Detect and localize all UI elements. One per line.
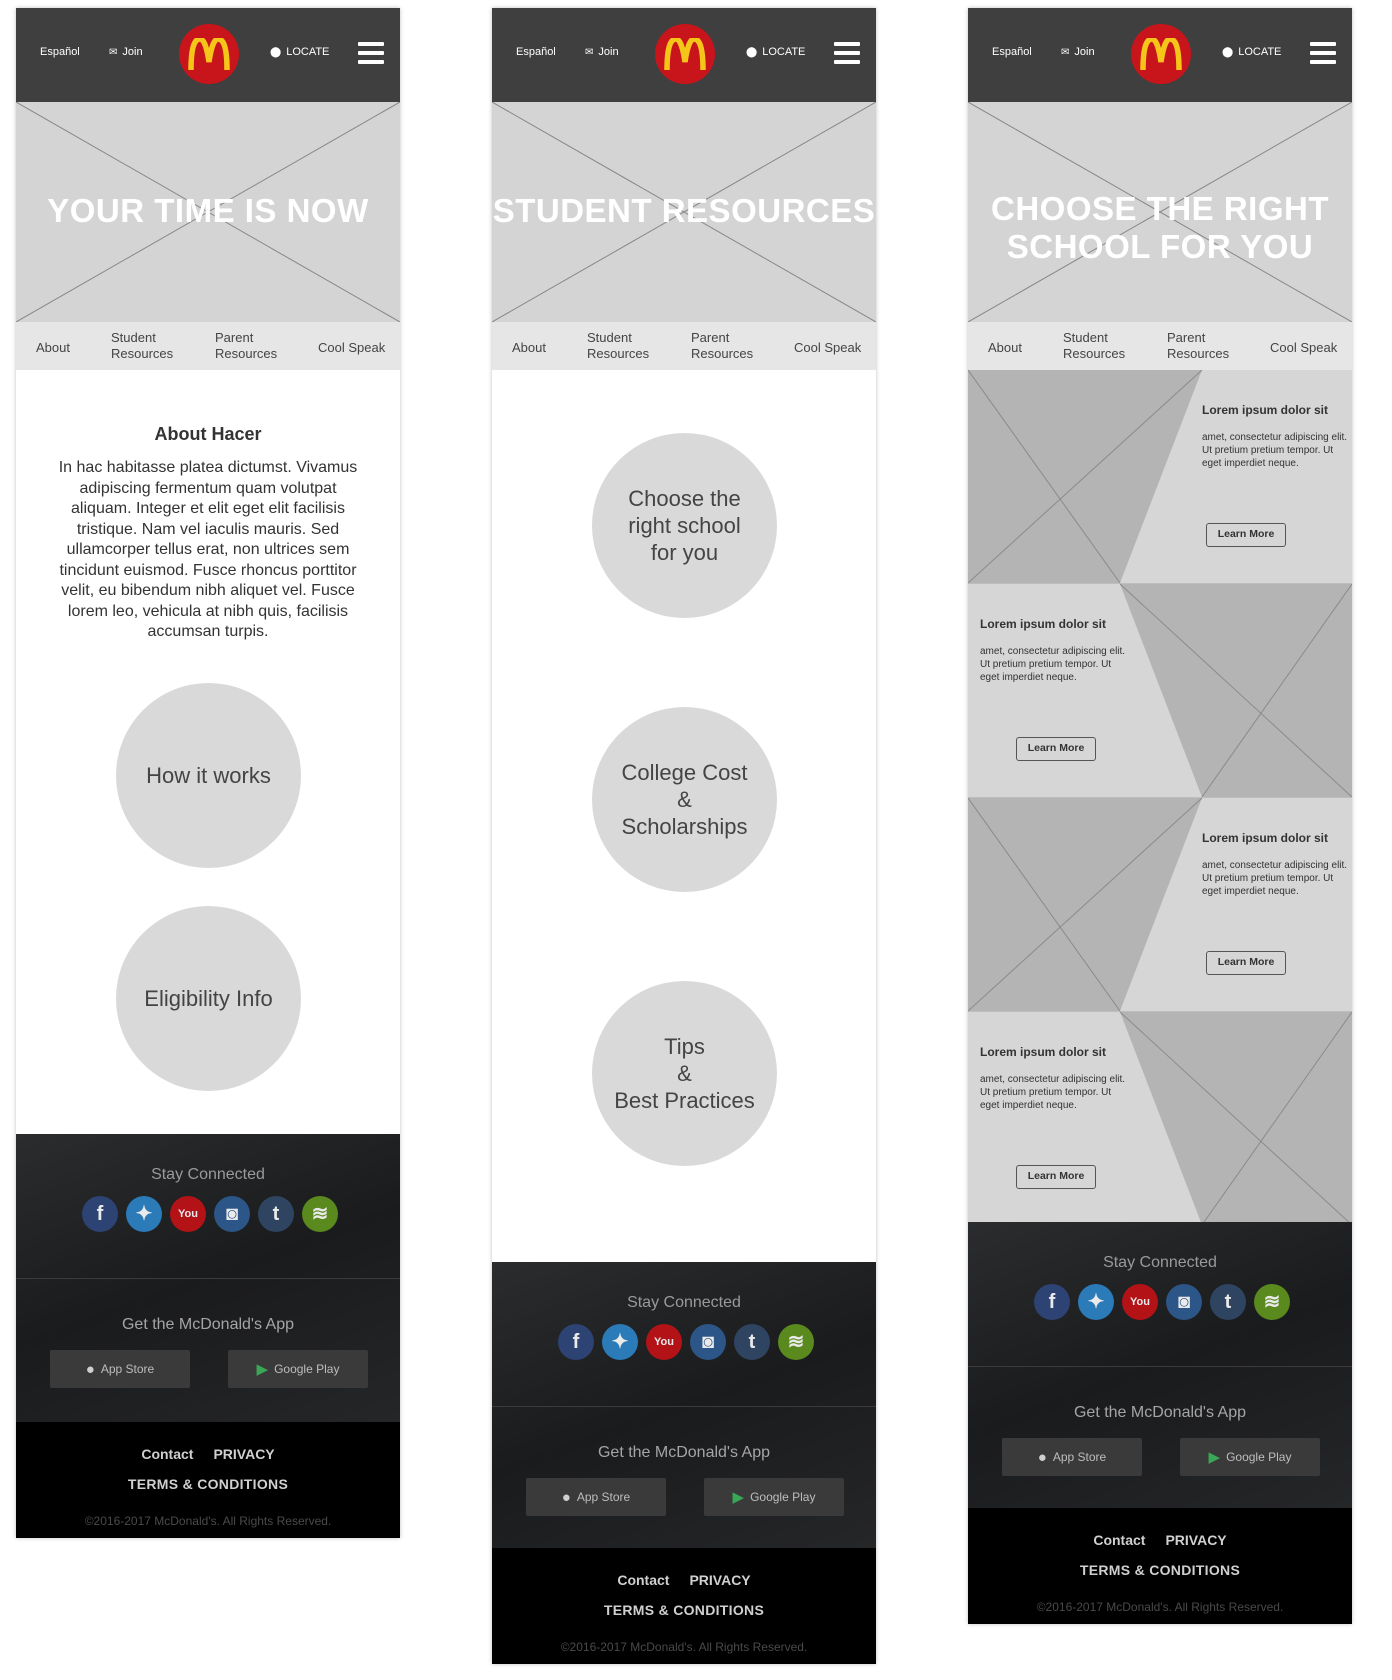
google-play-button[interactable] xyxy=(228,1350,368,1388)
stay-connected-heading: Stay Connected xyxy=(627,1294,741,1311)
site-footer xyxy=(16,1134,400,1538)
terms-link[interactable]: TERMS & CONDITIONS xyxy=(1079,1562,1241,1578)
terms-link[interactable]: TERMS & CONDITIONS xyxy=(603,1602,765,1618)
youtube-icon[interactable]: You xyxy=(646,1324,682,1360)
spotify-icon[interactable]: ≋ xyxy=(1254,1284,1290,1320)
privacy-link[interactable]: PRIVACY xyxy=(1165,1532,1227,1548)
card-row xyxy=(968,370,1352,584)
site-header xyxy=(492,8,876,102)
locate-link[interactable] xyxy=(746,46,805,58)
facebook-icon[interactable]: f xyxy=(558,1324,594,1360)
apple-icon: ● xyxy=(85,1360,95,1378)
about-heading: About Hacer xyxy=(154,424,262,444)
image-placeholder xyxy=(968,370,1352,583)
contact-link[interactable]: Contact xyxy=(1093,1532,1146,1548)
tab-cool-speak[interactable]: Cool Speak xyxy=(1270,340,1338,355)
join-label: Join xyxy=(598,46,619,58)
app-store-button[interactable] xyxy=(50,1350,190,1388)
join-link[interactable] xyxy=(109,46,143,58)
screen-about xyxy=(16,8,400,1538)
tab-cool-speak[interactable]: Cool Speak xyxy=(794,340,862,355)
eligibility-info-button[interactable]: Eligibility Info xyxy=(116,906,301,1091)
footer-connect xyxy=(492,1262,876,1548)
tab-student-resources[interactable]: Student Resources xyxy=(587,330,650,361)
stay-connected-heading: Stay Connected xyxy=(151,1166,265,1183)
app-store-label: App Store xyxy=(576,1490,631,1504)
tumblr-icon[interactable]: t xyxy=(258,1196,294,1232)
google-play-label: Google Play xyxy=(274,1362,340,1376)
learn-more-button[interactable]: Learn More xyxy=(1016,1165,1096,1189)
get-app-heading: Get the McDonald's App xyxy=(597,1444,771,1461)
copyright: ©2016-2017 McDonald's. All Rights Reserved. xyxy=(560,1640,808,1654)
location-pin-icon: ⬤ xyxy=(746,47,758,58)
mcdonalds-logo[interactable] xyxy=(1131,24,1191,84)
instagram-icon[interactable]: ◙ xyxy=(214,1196,250,1232)
tab-about[interactable]: About xyxy=(512,340,546,355)
tips-best-practices-button[interactable]: Tips & Best Practices xyxy=(592,981,777,1166)
twitter-icon[interactable]: ✦ xyxy=(126,1196,162,1232)
choose-school-button[interactable]: Choose the right school for you xyxy=(592,433,777,618)
hero-title: CHOOSE THE RIGHT SCHOOL FOR YOU xyxy=(990,190,1330,265)
join-label: Join xyxy=(122,46,143,58)
about-paragraph: In hac habitasse platea dictumst. Vivamus adipiscing fermentum quam volutpat aliquam. Integer et elit eget elit facilisis tristique. Nam vel iaculis mauris. Sed ullamcorper tellus erat, non ultrices sem tincidunt euismod. Fusce rhoncus porttitor velit, eu bibendum nibh aliquet vel. Fusce lorem leo, vehicula at nibh quis, facilisis accumsan turpis. xyxy=(58,459,358,640)
section-tabs xyxy=(16,322,400,370)
section-tabs xyxy=(968,322,1352,370)
image-placeholder xyxy=(968,584,1352,797)
card-heading: Lorem ipsum dolor sit xyxy=(1202,403,1329,417)
site-header xyxy=(968,8,1352,102)
location-pin-icon: ⬤ xyxy=(1222,47,1234,58)
tab-parent-resources[interactable]: Parent Resources xyxy=(1167,330,1230,361)
footer-connect xyxy=(16,1134,400,1422)
youtube-icon[interactable]: You xyxy=(1122,1284,1158,1320)
school-cards xyxy=(968,370,1352,1226)
facebook-icon[interactable]: f xyxy=(82,1196,118,1232)
how-it-works-button[interactable]: How it works xyxy=(116,683,301,868)
terms-link[interactable]: TERMS & CONDITIONS xyxy=(127,1476,289,1492)
copyright: ©2016-2017 McDonald's. All Rights Reserved. xyxy=(84,1514,332,1528)
mcdonalds-logo[interactable] xyxy=(179,24,239,84)
join-label: Join xyxy=(1074,46,1095,58)
card-text: amet, consectetur adipiscing elit. Ut pretium pretium tempor. Ut eget imperdiet neque. xyxy=(980,646,1126,683)
golden-arches-icon xyxy=(188,38,230,70)
get-app-heading: Get the McDonald's App xyxy=(1073,1404,1247,1421)
play-icon: ▶ xyxy=(256,1361,269,1378)
school-card xyxy=(980,1045,1130,1112)
image-placeholder xyxy=(968,1012,1352,1225)
tab-about[interactable]: About xyxy=(36,340,70,355)
espanol-link[interactable]: Español xyxy=(516,46,556,58)
tab-cool-speak[interactable]: Cool Speak xyxy=(318,340,386,355)
copyright: ©2016-2017 McDonald's. All Rights Reserved. xyxy=(1036,1600,1284,1614)
footer-connect xyxy=(968,1222,1352,1508)
screen-choose-school xyxy=(968,8,1352,1624)
espanol-link[interactable]: Español xyxy=(992,46,1032,58)
locate-label: LOCATE xyxy=(286,46,330,58)
hero-title: YOUR TIME IS NOW xyxy=(47,192,369,229)
get-app-heading: Get the McDonald's App xyxy=(121,1316,295,1333)
divider xyxy=(16,1278,400,1279)
college-cost-button[interactable]: College Cost & Scholarships xyxy=(592,707,777,892)
twitter-icon[interactable]: ✦ xyxy=(1078,1284,1114,1320)
section-tabs xyxy=(492,322,876,370)
google-play-button[interactable] xyxy=(1180,1438,1320,1476)
play-icon: ▶ xyxy=(732,1489,745,1506)
app-store-label: App Store xyxy=(100,1362,155,1376)
envelope-icon: ✉ xyxy=(585,47,594,58)
contact-link[interactable]: Contact xyxy=(617,1572,670,1588)
twitter-icon[interactable]: ✦ xyxy=(602,1324,638,1360)
spotify-icon[interactable]: ≋ xyxy=(778,1324,814,1360)
site-footer xyxy=(492,1262,876,1664)
card-text: amet, consectetur adipiscing elit. Ut pretium pretium tempor. Ut eget imperdiet neque. xyxy=(980,1074,1126,1111)
learn-more-button[interactable]: Learn More xyxy=(1206,523,1286,547)
google-play-button[interactable] xyxy=(704,1478,844,1516)
app-store-button[interactable] xyxy=(526,1478,666,1516)
spotify-icon[interactable]: ≋ xyxy=(302,1196,338,1232)
join-link[interactable] xyxy=(585,46,619,58)
tumblr-icon[interactable]: t xyxy=(734,1324,770,1360)
google-play-label: Google Play xyxy=(1226,1450,1292,1464)
social-links xyxy=(82,1196,338,1234)
envelope-icon: ✉ xyxy=(109,47,118,58)
card-heading: Lorem ipsum dolor sit xyxy=(1202,831,1329,845)
social-links xyxy=(1034,1284,1290,1322)
hero-banner xyxy=(16,102,400,322)
hero-banner xyxy=(492,102,876,322)
youtube-icon[interactable]: You xyxy=(170,1196,206,1232)
apple-icon: ● xyxy=(1037,1448,1047,1466)
contact-link[interactable]: Contact xyxy=(141,1446,194,1462)
image-placeholder xyxy=(968,798,1352,1011)
locate-label: LOCATE xyxy=(762,46,806,58)
social-links xyxy=(558,1324,814,1362)
hero-title: STUDENT RESOURCES xyxy=(492,192,876,229)
card-text: amet, consectetur adipiscing elit. Ut pretium pretium tempor. Ut eget imperdiet neque. xyxy=(1202,432,1348,469)
card-heading: Lorem ipsum dolor sit xyxy=(980,617,1107,631)
locate-link[interactable] xyxy=(270,46,329,58)
golden-arches-icon xyxy=(664,38,706,70)
tab-about[interactable]: About xyxy=(988,340,1022,355)
espanol-link[interactable]: Español xyxy=(40,46,80,58)
location-pin-icon: ⬤ xyxy=(270,47,282,58)
hamburger-menu-icon[interactable] xyxy=(358,42,384,69)
locate-link[interactable] xyxy=(1222,46,1281,58)
card-row xyxy=(968,798,1352,1012)
stay-connected-heading: Stay Connected xyxy=(1103,1254,1217,1271)
screen-student-resources xyxy=(492,8,876,1664)
hamburger-menu-icon[interactable] xyxy=(834,42,860,69)
divider xyxy=(492,1406,876,1407)
card-row xyxy=(968,584,1352,798)
envelope-icon: ✉ xyxy=(1061,47,1070,58)
app-store-button[interactable] xyxy=(1002,1438,1142,1476)
golden-arches-icon xyxy=(1140,38,1182,70)
instagram-icon[interactable]: ◙ xyxy=(1166,1284,1202,1320)
play-icon: ▶ xyxy=(1208,1449,1221,1466)
tab-student-resources[interactable]: Student Resources xyxy=(111,330,174,361)
mcdonalds-logo[interactable] xyxy=(655,24,715,84)
card-heading: Lorem ipsum dolor sit xyxy=(980,1045,1107,1059)
learn-more-button[interactable]: Learn More xyxy=(1016,737,1096,761)
footer-legal xyxy=(492,1548,876,1664)
school-card xyxy=(1202,403,1352,470)
privacy-link[interactable]: PRIVACY xyxy=(689,1572,751,1588)
school-card xyxy=(1202,831,1352,898)
tab-parent-resources[interactable]: Parent Resources xyxy=(215,330,278,361)
learn-more-button[interactable]: Learn More xyxy=(1206,951,1286,975)
card-text: amet, consectetur adipiscing elit. Ut pretium pretium tempor. Ut eget imperdiet neque. xyxy=(1202,860,1348,897)
tumblr-icon[interactable]: t xyxy=(1210,1284,1246,1320)
site-header xyxy=(16,8,400,102)
tab-parent-resources[interactable]: Parent Resources xyxy=(691,330,754,361)
apple-icon: ● xyxy=(561,1488,571,1506)
site-footer xyxy=(968,1222,1352,1624)
facebook-icon[interactable]: f xyxy=(1034,1284,1070,1320)
tab-student-resources[interactable]: Student Resources xyxy=(1063,330,1126,361)
card-row xyxy=(968,1012,1352,1226)
app-store-label: App Store xyxy=(1052,1450,1107,1464)
instagram-icon[interactable]: ◙ xyxy=(690,1324,726,1360)
school-card xyxy=(980,617,1130,684)
footer-legal xyxy=(16,1422,400,1538)
hero-banner xyxy=(968,102,1352,322)
divider xyxy=(968,1366,1352,1367)
footer-legal xyxy=(968,1508,1352,1624)
privacy-link[interactable]: PRIVACY xyxy=(213,1446,275,1462)
google-play-label: Google Play xyxy=(750,1490,816,1504)
hamburger-menu-icon[interactable] xyxy=(1310,42,1336,69)
join-link[interactable] xyxy=(1061,46,1095,58)
locate-label: LOCATE xyxy=(1238,46,1282,58)
